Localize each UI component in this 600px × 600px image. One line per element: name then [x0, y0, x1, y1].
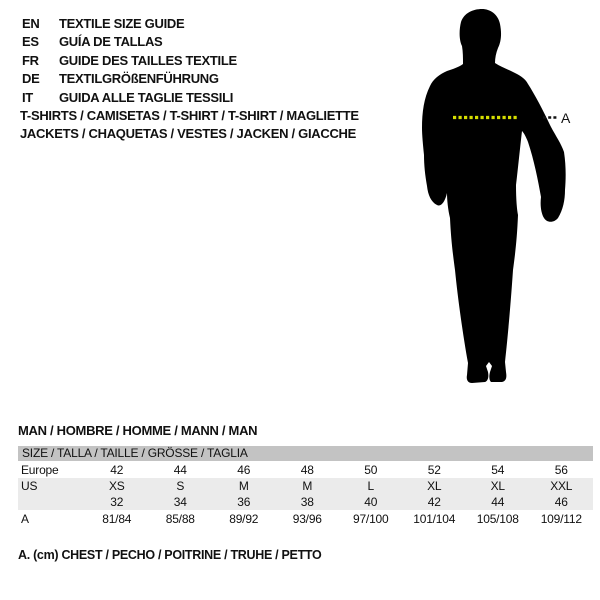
- language-code: ES: [22, 34, 39, 50]
- table-cell: 93/96: [292, 512, 322, 526]
- table-cell: 97/100: [352, 512, 389, 526]
- language-label: GUIDA ALLE TAGLIE TESSILI: [59, 89, 234, 105]
- language-code: EN: [22, 15, 40, 31]
- table-cell: 32: [110, 495, 124, 509]
- man-silhouette-figure: [395, 0, 600, 400]
- language-code: FR: [22, 52, 39, 68]
- language-list: [22, 14, 237, 107]
- table-cell: 40: [364, 495, 378, 509]
- table-cell: 42: [427, 495, 441, 509]
- language-label: GUÍA DE TALLAS: [59, 34, 163, 50]
- table-cell: XL: [490, 479, 505, 493]
- category-jackets: JACKETS / CHAQUETAS / VESTES / JACKEN / GIACCHE: [20, 125, 356, 141]
- table-cell: XXL: [550, 479, 573, 493]
- language-row-it: [22, 88, 237, 107]
- table-cell: XS: [108, 479, 125, 493]
- table-cell: L: [367, 479, 374, 493]
- row-label: Europe: [21, 462, 59, 477]
- table-cell: M: [238, 479, 249, 493]
- row-label: US: [21, 479, 38, 493]
- language-row-es: [22, 33, 237, 52]
- section-title-man: MAN / HOMBRE / HOMME / MANN / MAN: [18, 423, 258, 438]
- measurement-footnote: A. (cm) CHEST / PECHO / POITRINE / TRUHE / PETTO: [18, 548, 322, 562]
- language-label: TEXTILGRÖßENFÜHRUNG: [59, 71, 219, 87]
- table-row-us: [18, 478, 593, 494]
- language-code: IT: [22, 89, 33, 105]
- table-cell: 52: [427, 462, 441, 477]
- language-row-fr: [22, 51, 237, 70]
- table-cell: XL: [427, 479, 442, 493]
- table-cell: 81/84: [102, 512, 132, 526]
- table-cell: M: [302, 479, 313, 493]
- table-band-gray: [18, 478, 593, 510]
- table-cell: 89/92: [229, 512, 259, 526]
- man-silhouette-svg: [395, 0, 600, 400]
- row-label: A: [21, 512, 29, 526]
- table-cell: 105/108: [476, 512, 519, 526]
- table-cell: 44: [491, 495, 505, 509]
- category-tshirts: T-SHIRTS / CAMISETAS / T-SHIRT / T-SHIRT / MAGLIETTE: [20, 108, 359, 123]
- table-cell: 46: [237, 462, 251, 477]
- table-cell: 56: [554, 462, 568, 477]
- table-cell: 54: [491, 462, 505, 477]
- table-cell: 36: [237, 495, 251, 509]
- table-row-numeric: [18, 494, 593, 510]
- table-cell: S: [176, 479, 185, 493]
- table-cell: 109/112: [540, 512, 582, 526]
- table-cell: 46: [554, 495, 568, 509]
- table-cell: 101/104: [413, 512, 456, 526]
- table-cell: 42: [110, 462, 124, 477]
- table-cell: 50: [364, 462, 378, 477]
- language-row-en: [22, 14, 237, 33]
- table-cell: 34: [173, 495, 187, 509]
- measure-label-a: A: [561, 110, 571, 126]
- table-cell: 38: [300, 495, 314, 509]
- table-row-europe: [18, 461, 593, 478]
- table-row-chest-a: [18, 510, 593, 528]
- language-code: DE: [22, 71, 40, 87]
- man-silhouette-shape: [422, 9, 566, 383]
- table-cell: 48: [300, 462, 314, 477]
- language-row-de: [22, 70, 237, 89]
- language-label: GUIDE DES TAILLES TEXTILE: [59, 52, 237, 68]
- garment-categories: [20, 107, 359, 142]
- size-table-header: SIZE / TALLA / TAILLE / GRÖSSE / TAGLIA: [18, 446, 593, 461]
- table-cell: 85/88: [165, 512, 195, 526]
- table-cell: 44: [173, 462, 187, 477]
- size-table: [18, 446, 593, 528]
- language-label: TEXTILE SIZE GUIDE: [59, 15, 185, 31]
